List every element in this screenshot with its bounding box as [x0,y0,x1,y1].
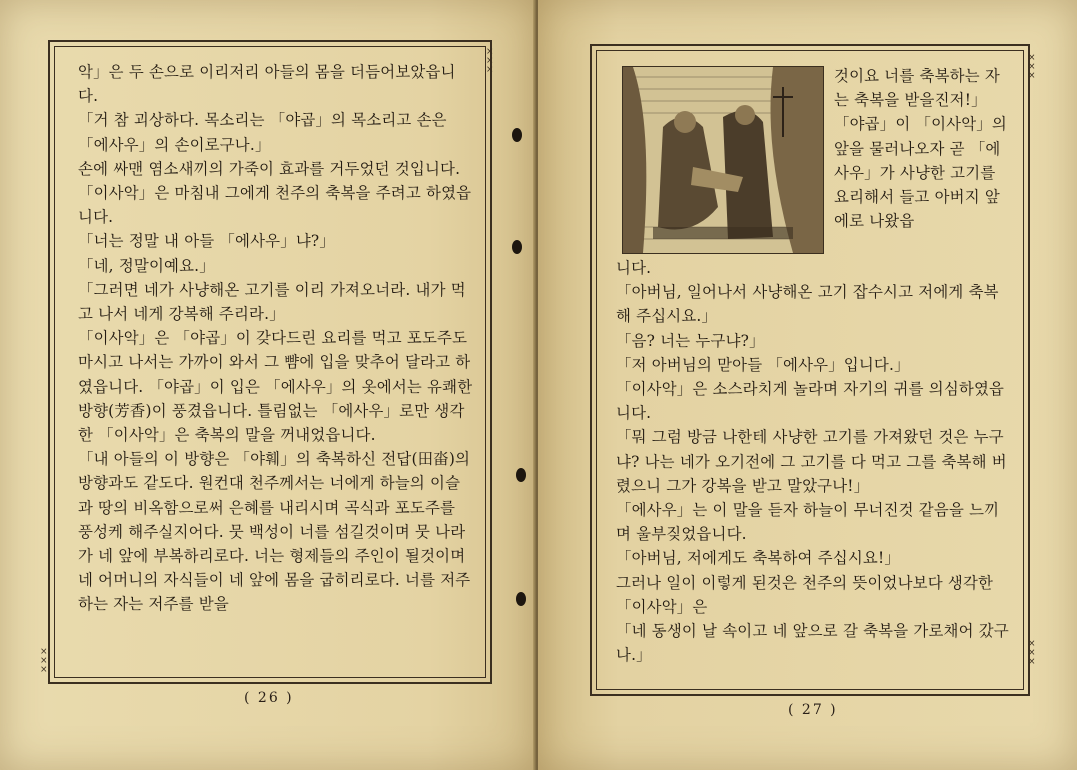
right-page [538,0,1077,770]
paragraph: 「그러면 네가 사냥해온 고기를 이리 가져오너라. 내가 먹고 나서 네게 강복해 주리라.」 [78,280,466,324]
border-cross-ornament: × × × [40,647,48,675]
paragraph: 악」은 두 손으로 이리저리 아들의 몸을 더듬어보았읍니다. [78,63,456,106]
left-page [0,0,536,770]
paragraph: 「야곱」이 「이사악」의 앞을 물러나오자 곧 「에사우」가 사냥한 고기를 요리해서 들고 아버지 앞에로 나왔읍 [834,115,1007,231]
paragraph: 「아버님, 저에게도 축복하여 주십시요!」 [616,549,900,568]
page-number: ( 27 ) [788,702,838,718]
border-cross-ornament: × × × [1028,53,1036,81]
paragraph: 「음? 너는 누구냐?」 [616,331,765,350]
binding-hole [516,592,526,606]
binding-hole [516,468,526,482]
paragraph: 「네 동생이 날 속이고 네 앞으로 갈 축복을 가로채어 갔구나.」 [616,622,1009,665]
border-cross-ornament: × × × [1028,639,1036,667]
paragraph: 「네, 정말이예요.」 [78,256,215,275]
paragraph: 손에 싸맨 염소새끼의 가죽이 효과를 거두었던 것입니다. 「이사악」은 마침내 그에게 천주의 축복을 주려고 하였읍니다. [78,159,472,227]
left-page-body [78,60,474,617]
engraving-illustration [622,66,824,254]
paragraph: 「뭐 그럼 방금 나한테 사냥한 고기를 가져왔던 것은 누구냐? 나는 네가 오기전에 그 고기를 다 먹고 그를 축복해 버렸으니 그가 강복을 받고 말았구나!」 [616,428,1007,495]
right-page-body-beside-image [834,64,1014,233]
paragraph: 「내 아들의 이 방향은 「야훼」의 축복하신 전답(田畓)의 방향과도 같도다. 원컨대 천주께서는 너에게 하늘의 이슬과 땅의 비옥함으로써 은혜를 내리시며 곡식과 포도주를 풍성케 해주실지어다. 뭇 백성이 너를 섬길것이며 뭇 나라가 네 앞에 부복하리로다. 너는 형제들의 주인이 될것이며 네 어머니의 자식들이 네 앞에 몸을 굽히리로다. 너를 저주하는 자는 저주를 받을 [78,450,471,614]
paragraph: 「아버님, 일어나서 사냥해온 고기 잡수시고 저에게 축복해 주십시요.」 [616,283,999,326]
paragraph: 그러나 일이 이렇게 된것은 천주의 뜻이었나보다 생각한 「이사악」은 [616,573,994,616]
paragraph: 「거 참 괴상하다. 목소리는 「야곱」의 목소리고 손은 「에사우」의 손이로구나.」 [78,111,447,154]
right-page-body [616,256,1012,667]
paragraph: 「너는 정말 내 아들 「에사우」냐?」 [78,232,335,251]
binding-hole [512,240,522,254]
paragraph: 것이요 너를 축복하는 자는 축복을 받을진저!」 [834,67,1000,110]
binding-hole [512,128,522,142]
paragraph: 「저 아버님의 맏아들 「에사우」입니다.」 [616,355,910,374]
paragraph: 「이사악」은 소스라치게 놀라며 자기의 귀를 의심하였읍니다. [616,380,1005,423]
border-cross-ornament: × × × [486,47,494,75]
paragraph: 「에사우」는 이 말을 듣자 하늘이 무너진것 같음을 느끼며 울부짖었읍니다. [616,501,1000,544]
paragraph: 니다. [616,259,652,277]
page-number: ( 26 ) [244,690,294,706]
paragraph: 「이사악」은 「야곱」이 갖다드린 요리를 먹고 포도주도 마시고 나서는 가까이 와서 그 뺨에 입을 맞추어 달라고 하였읍니다. 「야곱」이 입은 「에사우」의 옷에서는 유쾌한 방향(芳香)이 풍겼읍니다. 틀림없는 「에사우」로만 생각한 「이사악」은 축복의 말을 꺼내었읍니다. [78,329,473,445]
